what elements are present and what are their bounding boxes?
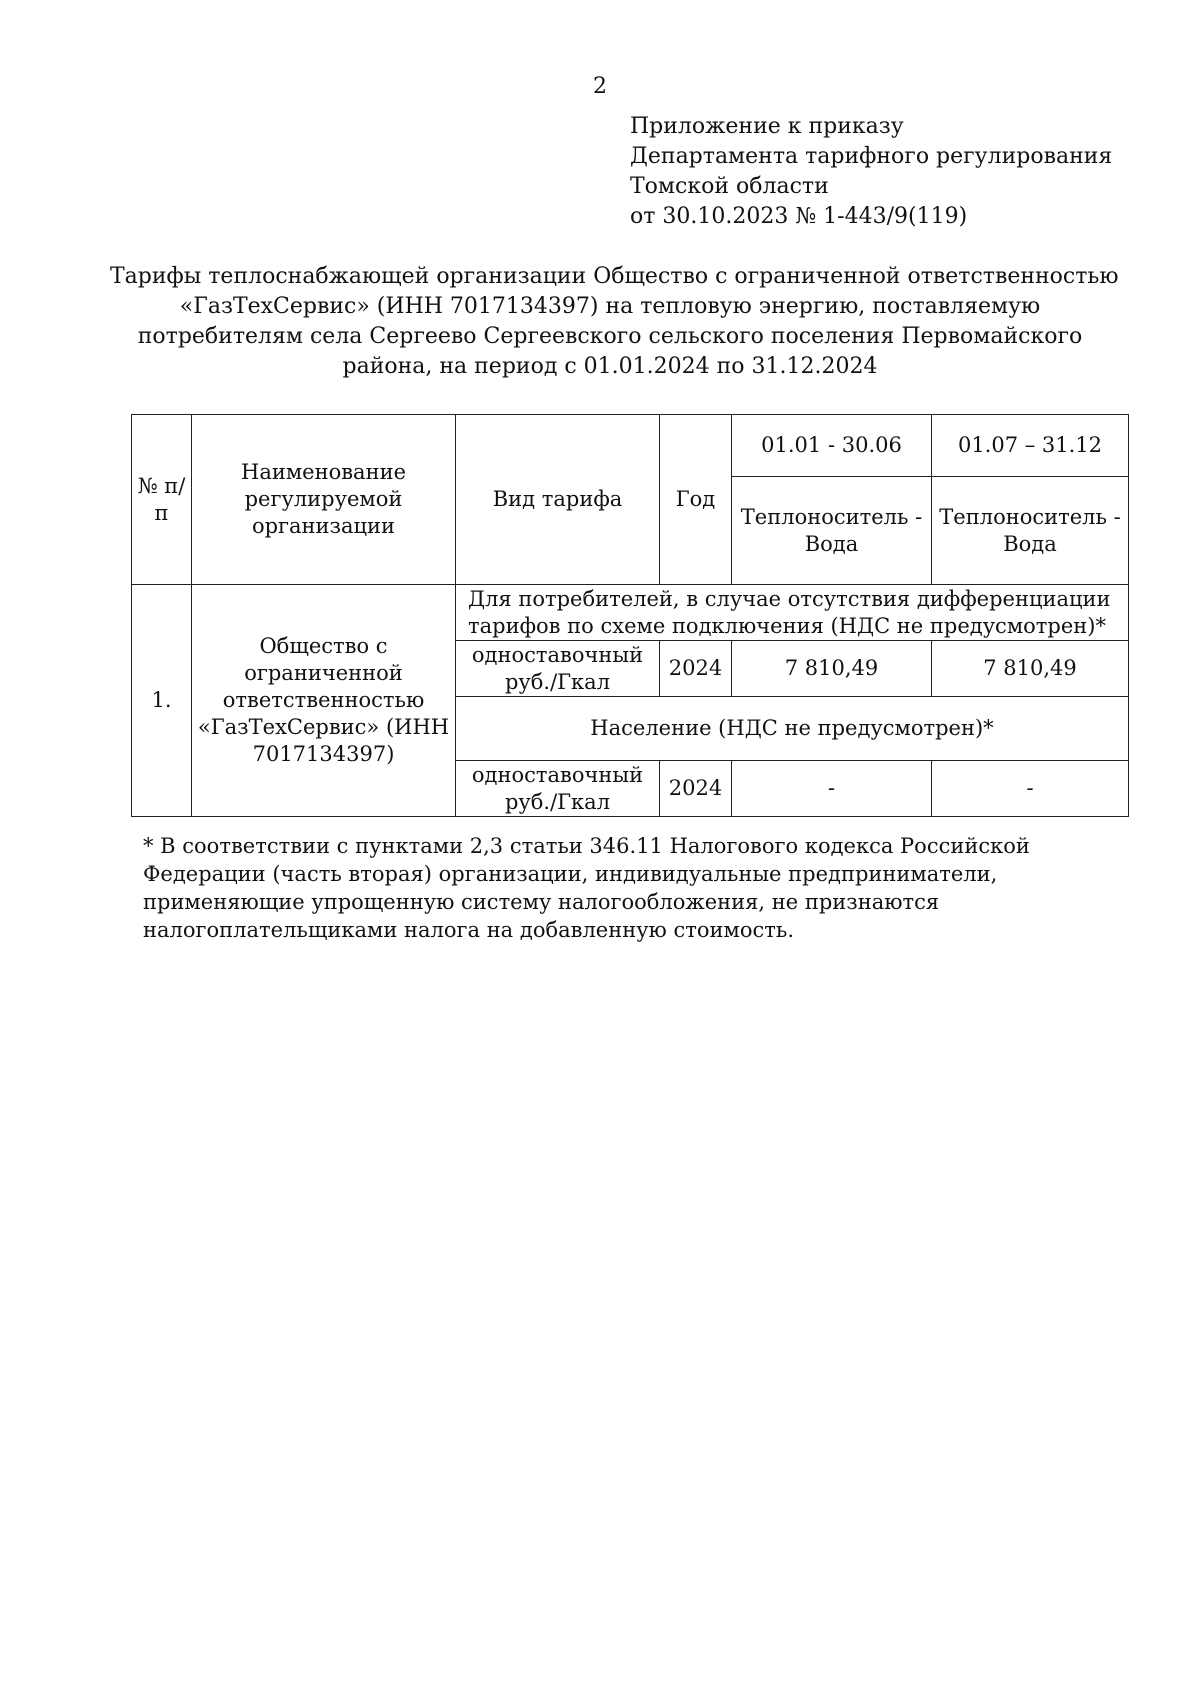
tariff-type-cell: одноставочный руб./Гкал bbox=[456, 641, 660, 697]
row-organization: Общество с ограниченной ответственностью «ГазТехСервис» (ИНН 7017134397) bbox=[192, 585, 456, 817]
tariff-value-cell: 7 810,49 bbox=[932, 641, 1129, 697]
tariff-table bbox=[131, 414, 1129, 817]
tariff-type-cell: одноставочный руб./Гкал bbox=[456, 761, 660, 817]
title-line: «ГазТехСервис» (ИНН 7017134397) на тепловую энергию, поставляемую bbox=[179, 294, 1041, 319]
header-carrier-2: Теплоноситель - Вода bbox=[932, 477, 1129, 585]
row-number: 1. bbox=[132, 585, 192, 817]
appendix-line: Департамента тарифного регулирования bbox=[630, 144, 1113, 169]
title-line: района, на период с 01.01.2024 по 31.12.2024 bbox=[342, 354, 878, 379]
year-cell: 2024 bbox=[660, 761, 732, 817]
section-header-population: Население (НДС не предусмотрен)* bbox=[456, 697, 1129, 761]
title-line: Тарифы теплоснабжающей организации Общество с ограниченной ответственностью bbox=[110, 264, 1119, 289]
table-row bbox=[132, 585, 1129, 641]
header-year: Год bbox=[660, 415, 732, 585]
section-header-consumers: Для потребителей, в случае отсутствия дифференциации тарифов по схеме подключения (НДС не предусмотрен)* bbox=[456, 585, 1129, 641]
header-period-2: 01.07 – 31.12 bbox=[932, 415, 1129, 477]
appendix-line: от 30.10.2023 № 1-443/9(119) bbox=[630, 204, 968, 229]
tariff-value-cell: 7 810,49 bbox=[732, 641, 932, 697]
footnote: * В соответствии с пунктами 2,3 статьи 346.11 Налогового кодекса Российской Федерации (часть вторая) организации, индивидуальные предприниматели, применяющие упрощенную систему налогообложения, не признаются налогоплательщиками налога на добавленную стоимость. bbox=[143, 834, 1030, 942]
appendix-line: Томской области bbox=[630, 174, 829, 199]
header-tariff-type: Вид тарифа bbox=[456, 415, 660, 585]
tariff-value-cell: - bbox=[932, 761, 1129, 817]
title-line: потребителям села Сергеево Сергеевского сельского поселения Первомайского bbox=[137, 324, 1083, 349]
document-title bbox=[110, 262, 1119, 382]
header-organization-name: Наименование регулируемой организации bbox=[192, 415, 456, 585]
header-number: № п/п bbox=[132, 415, 192, 585]
appendix-line: Приложение к приказу bbox=[630, 114, 904, 139]
year-cell: 2024 bbox=[660, 641, 732, 697]
table-header-row bbox=[132, 415, 1129, 477]
tariff-value-cell: - bbox=[732, 761, 932, 817]
appendix-block bbox=[630, 112, 1150, 232]
header-period-1: 01.01 - 30.06 bbox=[732, 415, 932, 477]
page-number: 2 bbox=[593, 74, 607, 99]
header-carrier-1: Теплоноситель - Вода bbox=[732, 477, 932, 585]
